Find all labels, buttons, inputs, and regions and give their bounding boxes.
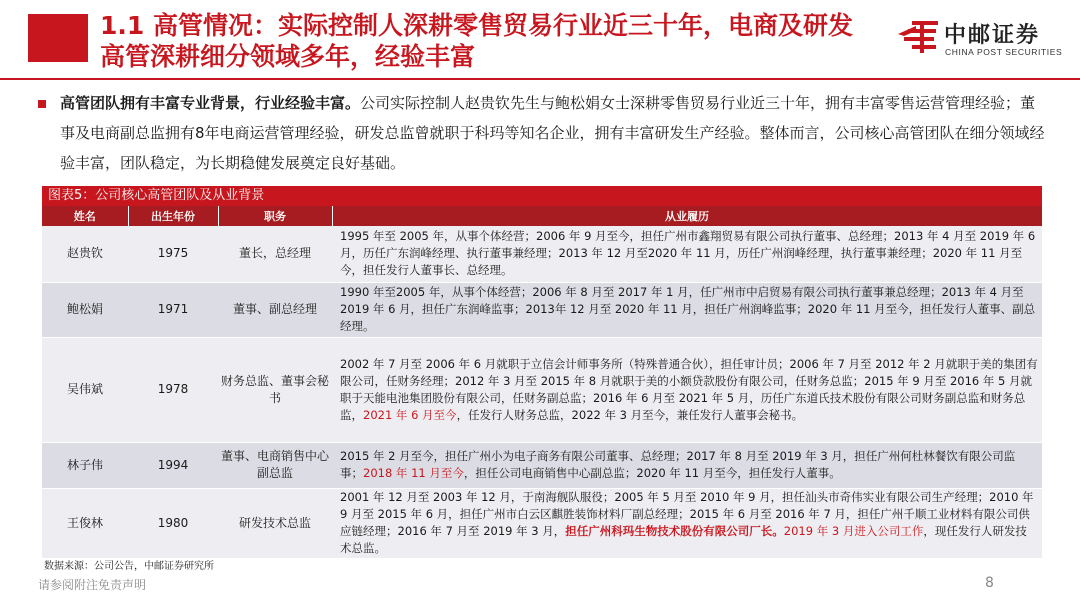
column-header-position: 职务 — [218, 206, 332, 226]
header-divider — [0, 78, 1080, 80]
cell-year: 1971 — [128, 282, 218, 337]
background-text: ，担任公司电商销售中心副总监；2020 年 11 月至今，担任发行人董事。 — [463, 466, 841, 480]
cell-year: 1978 — [128, 337, 218, 442]
table-header-row — [42, 206, 1042, 226]
background-highlight: 2019 年 3 月进入公司工作 — [783, 524, 924, 538]
cell-name: 赵贵钦 — [42, 226, 128, 282]
intro-paragraph — [38, 88, 1048, 178]
column-header-background: 从业履历 — [332, 206, 1042, 226]
background-text: 2001 年 12 月至 2003 年 12 月，于南海舰队服役；2005 年 5 月至 2010 年 9 月，担任汕头市奇伟实业有限公司生产经理；2010 年 9 月至 2015 年 6 月，担任广州市白云区麒胜装饰材料厂副总经理；2015 年 6 月至 2016 年 7 月，担任广州千顺工业材料有限公司供应链经理；2016 年 7 月至 2019 年 3 月， — [340, 490, 1034, 538]
background-text: ，现任发行人研发技术总监。 — [340, 524, 1027, 555]
executive-table — [42, 206, 1043, 559]
disclaimer-note: 请参阅附注免责声明 — [38, 578, 147, 592]
cell-name: 鲍松娟 — [42, 282, 128, 337]
background-text: ，任发行人财务总监，2022 年 3 月至今，兼任发行人董事会秘书。 — [456, 407, 804, 422]
intro-lead: 高管团队拥有丰富专业背景，行业经验丰富。 — [60, 94, 361, 112]
china-post-logo-icon — [898, 20, 940, 54]
cell-name: 吴伟斌 — [42, 337, 128, 442]
cell-title: 董长，总经理 — [218, 226, 332, 282]
cell-background — [332, 282, 1042, 337]
background-highlight: 2018 年 11 月至今 — [363, 466, 464, 480]
cell-year: 1975 — [128, 226, 218, 282]
figure-caption: 图表5：公司核心高管团队及从业背景 — [42, 186, 1042, 206]
background-text: 2015 年 2 月至今，担任广州小为电子商务有限公司董事、总经理；2017 年 8 月至 2019 年 3 月，担任广州何杜林餐饮有限公司监事； — [340, 449, 1016, 480]
cell-background — [332, 226, 1042, 282]
cell-background — [332, 488, 1042, 558]
table-row — [42, 488, 1042, 558]
table-row — [42, 226, 1042, 282]
background-highlight: 2021 年 6 月至今 — [363, 407, 457, 422]
logo-name-en: CHINA POST SECURITIES — [945, 47, 1063, 57]
logo-name-cn: 中邮证券 — [944, 23, 1041, 48]
page-title-line-1: 1.1 高管情况：实际控制人深耕零售贸易行业近三十年，电商及研发 — [100, 11, 853, 40]
cell-background — [332, 442, 1042, 488]
page-title — [100, 10, 900, 72]
table-row — [42, 282, 1042, 337]
background-highlight-bold: 担任广州科玛生物技术股份有限公司厂长。 — [565, 524, 784, 538]
company-logo — [898, 16, 1070, 64]
cell-name: 林子伟 — [42, 442, 128, 488]
data-source-note: 数据来源：公司公告，中邮证券研究所 — [44, 561, 214, 572]
table-row — [42, 442, 1042, 488]
column-header-name: 姓名 — [42, 206, 128, 226]
cell-background — [332, 337, 1042, 442]
cell-name: 王俊林 — [42, 488, 128, 558]
page-title-line-2: 高管深耕细分领域多年，经验丰富 — [100, 42, 476, 71]
cell-title: 研发技术总监 — [218, 488, 332, 558]
background-text: 2002 年 7 月至 2006 年 6 月就职于立信会计师事务所（特殊普通合伙），担任审计员；2006 年 7 月至 2012 年 2 月就职于美的集团有限公司，任财务经理；2012 年 3 月至 2015 年 8 月就职于美的小额贷款股份有限公司，任财务总监；2015 年 9 月至 2016 年 5 月就职于天能电池集团股份有限公司，任财务副总监；2016 年 6 月至 2021 年 5 月，历任广东道氏技术股份有限公司财务副总监和财务总监， — [340, 356, 1038, 422]
cell-title: 董事、电商销售中心副总监 — [218, 442, 332, 488]
column-header-birth-year: 出生年份 — [128, 206, 218, 226]
table-row — [42, 337, 1042, 442]
background-text: 1990 年至2005 年，从事个体经营；2006 年 8 月至 2017 年 1 月，任广州市中启贸易有限公司执行董事兼总经理；2013 年 4 月至 2019 年 6 月，担任广东润峰监事；2013年 12 月至 2020 年 11 月，担任广州润峰监事；2020 年 11 月至今，担任发行人董事、副总经理。 — [340, 285, 1036, 333]
cell-year: 1994 — [128, 442, 218, 488]
cell-year: 1980 — [128, 488, 218, 558]
intro-body: 公司实际控制人赵贵钦先生与鲍松娟女士深耕零售贸易行业近三十年，拥有丰富零售运营管理经验；董事及电商副总监拥有8年电商运营管理经验，研发总监曾就职于科玛等知名企业，拥有丰富研发生产经验。整体而言，公司核心高管团队在细分领域经验丰富，团队稳定，为长期稳健发展奠定良好基础。 — [60, 94, 1045, 172]
cell-title: 董事、副总经理 — [218, 282, 332, 337]
page-number: 8 — [985, 575, 994, 591]
cell-title: 财务总监、董事会秘书 — [218, 337, 332, 442]
background-text: 1995 年至 2005 年，从事个体经营；2006 年 9 月至今，担任广州市鑫翔贸易有限公司执行董事、总经理；2013 年 4 月至 2019 年 6 月，历任广东润峰经理、执行董事兼经理；2013 年 12 月至2020 年 11 月，历任广州润峰经理，执行董事兼经理；2020 年 11 月至今，担任发行人董事长、总经理。 — [340, 229, 1036, 278]
title-accent-bar — [28, 14, 88, 62]
